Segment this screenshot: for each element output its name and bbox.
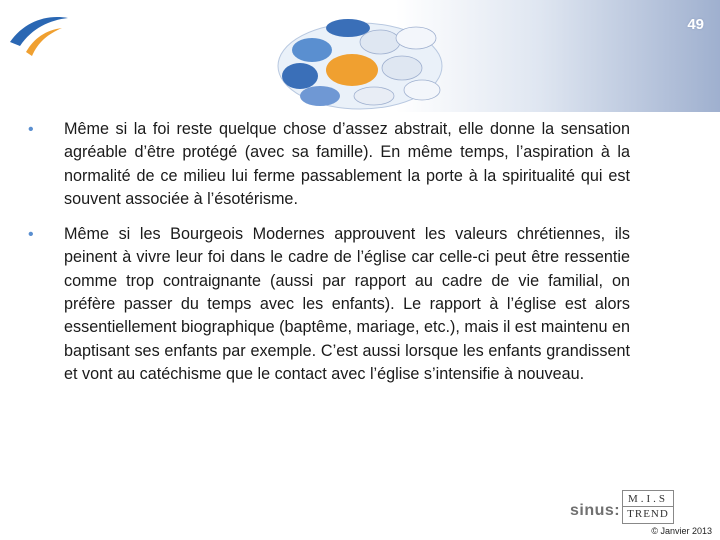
mis-trend-logo — [622, 490, 674, 524]
bullet-item — [28, 223, 630, 386]
bullet-icon: • — [28, 226, 34, 244]
logo-swoosh-icon — [6, 8, 74, 60]
copyright-text: © Janvier 2013 — [651, 526, 712, 536]
sinus-logo: sinus: — [570, 502, 621, 519]
mis-logo-top: M.I.S — [627, 493, 669, 505]
mis-logo-bottom: TREND — [623, 506, 673, 521]
bullet-text: Même si les Bourgeois Modernes approuvent les valeurs chrétiennes, ils peinent à vivre leur foi dans le cadre de l’église car celle-ci peut être ressentie comme trop contraignante (aussi par rapport au cadre de vie familial, on préfère passer du temps avec les enfants). Le rapport à l’église est alors essentiellement biographique (baptême, mariage, etc.), mais il est maintenu en baptisant ses enfants par exemple. C’est aussi lorsque les enfants grandissent et vont au catéchisme que le contact avec l’église s’intensifie à nouveau. — [64, 225, 630, 383]
page-number: 49 — [687, 16, 704, 33]
bullet-item — [28, 118, 630, 211]
milieu-map-diagram — [276, 16, 444, 110]
slide-body — [28, 118, 630, 398]
bullet-icon: • — [28, 121, 34, 138]
footer-logos — [570, 490, 710, 530]
bullet-text: Même si la foi reste quelque chose d’assez abstrait, elle donne la sensation agréable d’être protégé (avec sa famille). En même temps, l’aspiration à la normalité de ce milieu lui ferme passablement la porte à la spiritualité qui est souvent associée à l’ésotérisme. — [64, 120, 630, 208]
